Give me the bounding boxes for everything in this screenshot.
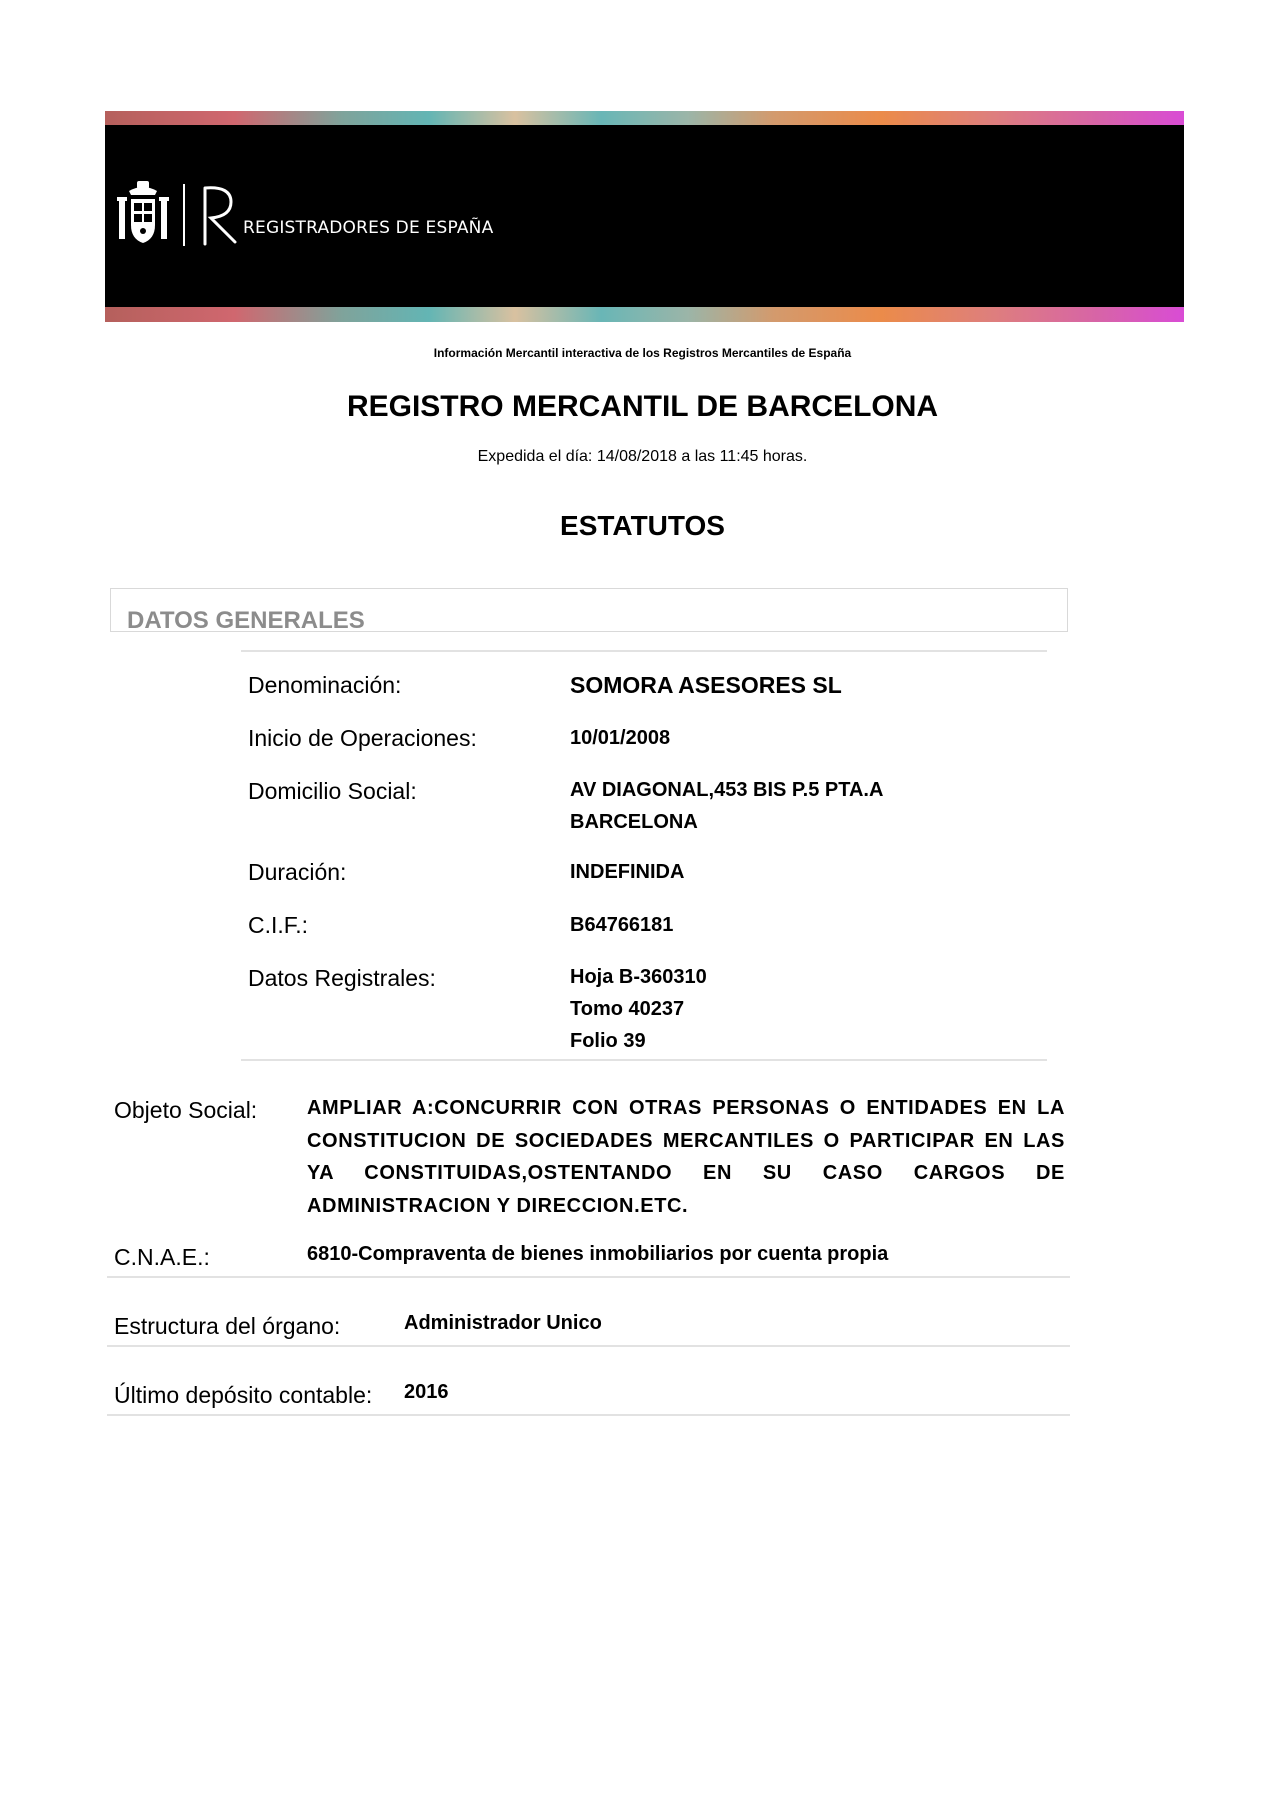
- registradores-r-logo-icon: [201, 184, 241, 246]
- registrales-line: Folio 39: [570, 1030, 646, 1052]
- org-name: REGISTRADORES DE ESPAÑA: [243, 218, 494, 238]
- inicio-label: Inicio de Operaciones:: [248, 725, 477, 751]
- divider: [241, 1059, 1047, 1061]
- denominacion-value: SOMORA ASESORES SL: [570, 672, 842, 698]
- logo: [115, 179, 493, 251]
- duracion-value: INDEFINIDA: [570, 861, 685, 883]
- domicilio-value: [570, 774, 883, 838]
- banner-color-stripe-bottom: [105, 307, 1184, 322]
- registrales-value: [570, 961, 707, 1057]
- cnae-value: 6810-Compraventa de bienes inmobiliarios por cuenta propia: [307, 1243, 889, 1265]
- divider: [107, 1345, 1070, 1347]
- header-banner: [105, 111, 1184, 322]
- domicilio-label: Domicilio Social:: [248, 778, 417, 804]
- divider: [107, 1414, 1070, 1416]
- page-title: REGISTRO MERCANTIL DE BARCELONA: [346, 390, 939, 423]
- domicilio-line: AV DIAGONAL,453 BIS P.5 PTA.A: [570, 779, 884, 801]
- registrales-line: Hoja B-360310: [570, 966, 707, 988]
- divider: [107, 1276, 1070, 1278]
- inicio-value: 10/01/2008: [570, 727, 671, 749]
- document-type: ESTATUTOS: [560, 510, 725, 541]
- registrales-label: Datos Registrales:: [248, 965, 436, 991]
- cnae-label: C.N.A.E.:: [114, 1244, 210, 1270]
- logo-divider: [183, 184, 185, 246]
- objeto-social-label: Objeto Social:: [114, 1097, 258, 1123]
- banner-color-stripe-top: [105, 111, 1184, 125]
- denominacion-label: Denominación:: [248, 672, 402, 698]
- coat-of-arms-icon: [115, 179, 171, 251]
- cif-label: C.I.F.:: [248, 912, 309, 938]
- estructura-value: Administrador Unico: [404, 1312, 602, 1334]
- estructura-label: Estructura del órgano:: [114, 1313, 341, 1339]
- section-header: [110, 588, 1068, 632]
- section-title: DATOS GENERALES: [127, 607, 365, 634]
- cif-value: B64766181: [570, 914, 674, 936]
- header-subtitle: Información Mercantil interactiva de los Registros Mercantiles de España: [433, 346, 852, 360]
- issued-date: Expedida el día: 14/08/2018 a las 11:45 horas.: [477, 448, 808, 465]
- deposito-label: Último depósito contable:: [114, 1382, 373, 1408]
- objeto-social-value: AMPLIAR A:CONCURRIR CON OTRAS PERSONAS O ENTIDADES EN LA CONSTITUCION DE SOCIEDADES MERCANTILES O PARTICIPAR EN LAS YA CONSTITUIDAS,OSTENTANDO EN SU CASO CARGOS DE ADMINISTRACION Y DIRECCION.ETC.: [307, 1097, 1065, 1217]
- deposito-value: 2016: [404, 1381, 449, 1403]
- duracion-label: Duración:: [248, 859, 347, 885]
- registrales-line: Tomo 40237: [570, 998, 685, 1020]
- domicilio-line: BARCELONA: [570, 811, 698, 833]
- divider: [241, 650, 1047, 652]
